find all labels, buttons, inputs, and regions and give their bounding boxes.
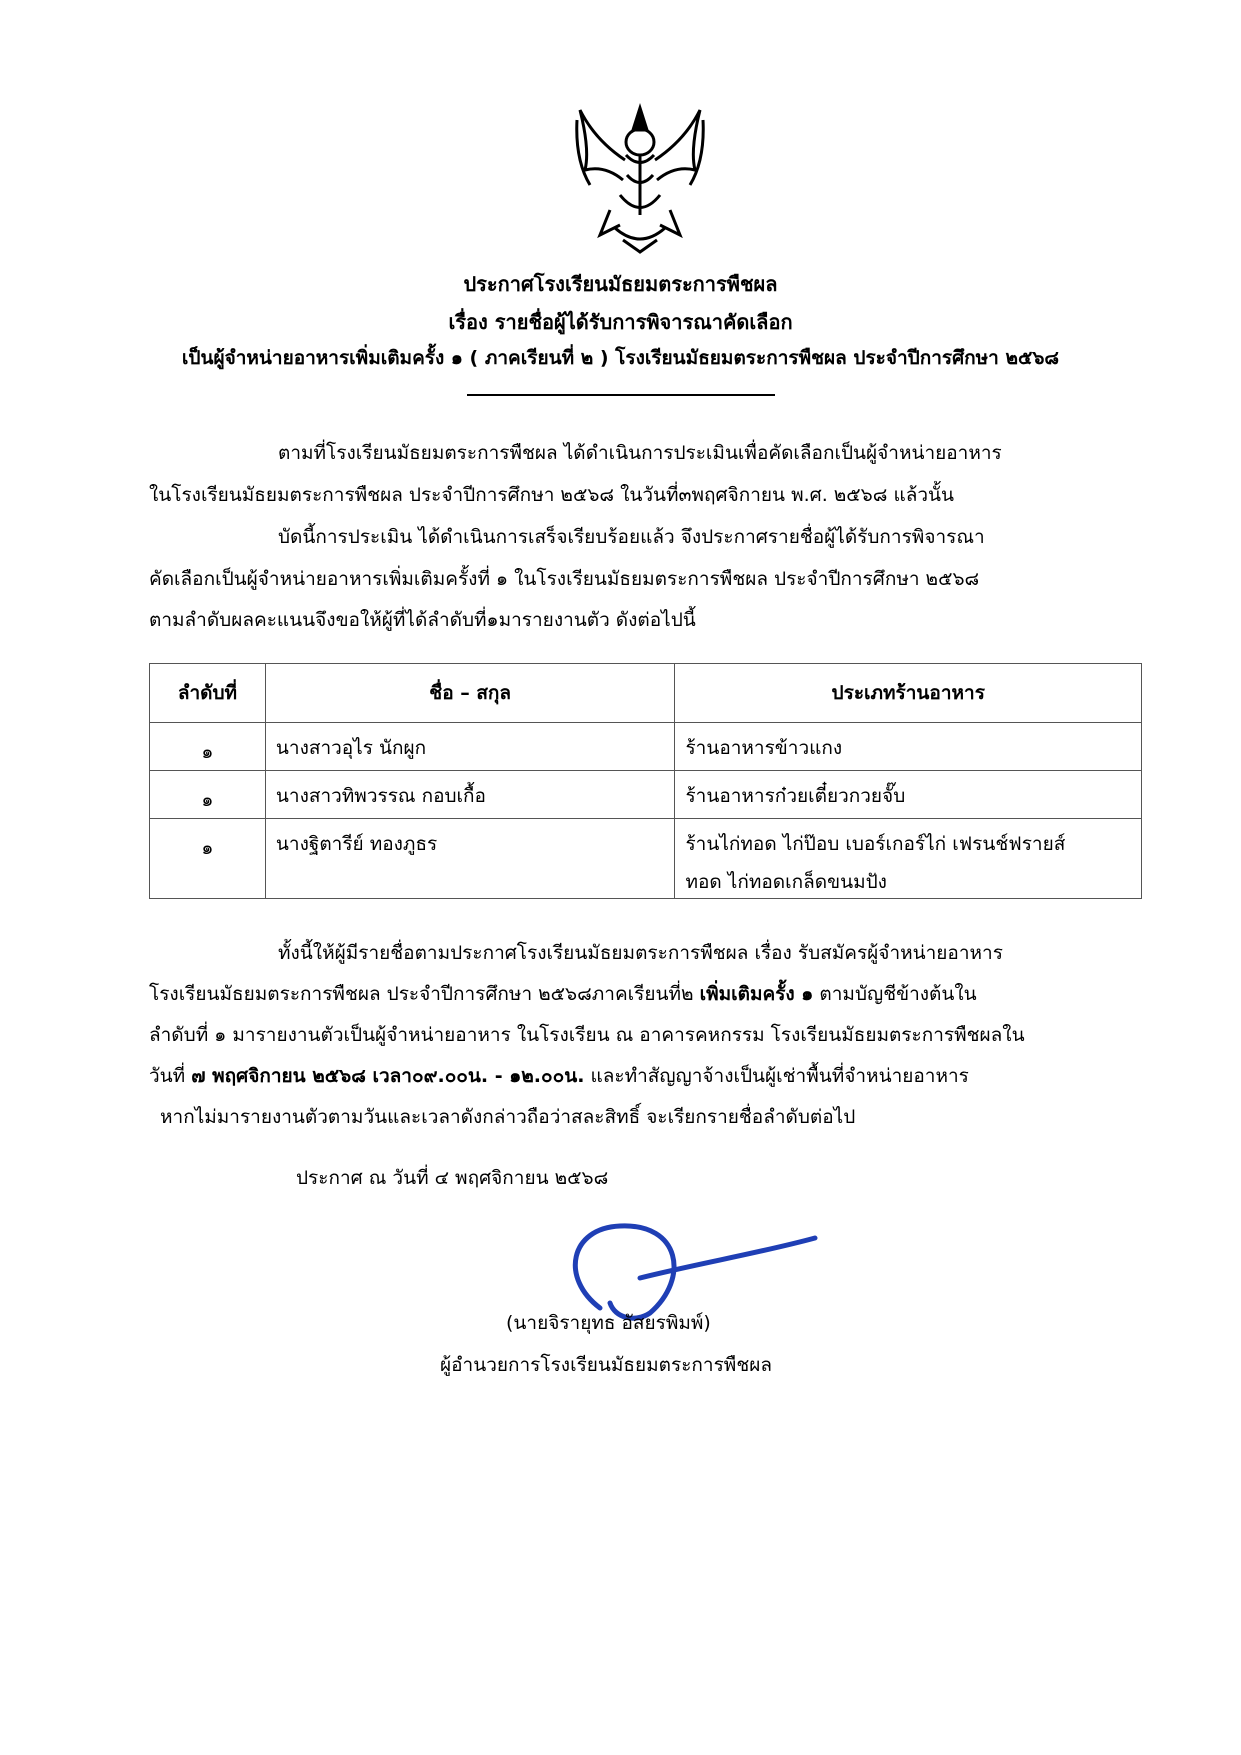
intro-line-5: ตามลำดับผลคะแนนจึงขอให้ผู้ที่ได้ลำดับที่๑มารายงานตัว ดังต่อไปนี้ — [149, 609, 696, 631]
row-shop-type: ร้านอาหารก๋วยเตี๋ยวกวยจั๊บ — [675, 771, 1142, 819]
row-order: ๑ — [150, 723, 266, 771]
vendor-table — [149, 663, 1142, 899]
announce-date: ประกาศ ณ วันที่ ๔ พฤศจิกายน ๒๕๖๘ — [296, 1167, 609, 1189]
body-line-1: ทั้งนี้ให้ผู้มีรายชื่อตามประกาศโรงเรียนมัธยมตระการพืชผล เรื่อง รับสมัครผู้จำหน่ายอาหาร — [278, 942, 1003, 964]
header-order: ลำดับที่ — [150, 664, 266, 723]
title-divider — [467, 394, 775, 396]
row-name: นางฐิตารีย์ ทองภูธร — [265, 819, 675, 899]
report-date-time: ๗ พฤศจิกายน ๒๕๖๘ เวลา๐๙.๐๐น. - ๑๒.๐๐น. — [191, 1065, 585, 1087]
announcement-subject: เรื่อง รายชื่อผู้ได้รับการพิจารณาคัดเลือก — [448, 310, 793, 334]
table-row — [150, 771, 1142, 819]
body-text: ตามบัญชีข้างต้นใน — [813, 983, 977, 1005]
header-name: ชื่อ – สกุล — [265, 664, 675, 723]
body-text: และทำสัญญาจ้างเป็นผู้เช่าพื้นที่จำหน่ายอาหาร — [584, 1065, 969, 1087]
body-bold-text: เพิ่มเติมครั้ง ๑ — [699, 983, 814, 1005]
signer-position: ผู้อำนวยการโรงเรียนมัธยมตระการพืชผล — [440, 1354, 772, 1376]
intro-line-3: บัดนี้การประเมิน ได้ดำเนินการเสร็จเรียบร้อยแล้ว จึงประกาศรายชื่อผู้ได้รับการพิจารณา — [278, 526, 985, 548]
row-order: ๑ — [150, 771, 266, 819]
shop-type-line-1: ร้านไก่ทอด ไก่ป๊อบ เบอร์เกอร์ไก่ เฟรนช์ฟรายส์ — [685, 833, 1066, 855]
body-text: โรงเรียนมัธยมตระการพืชผล ประจำปีการศึกษา ๒๕๖๘ภาคเรียนที่๒ — [149, 983, 700, 1005]
announcement-subtitle: เป็นผู้จำหน่ายอาหารเพิ่มเติมครั้ง ๑ ( ภาคเรียนที่ ๒ ) โรงเรียนมัธยมตระการพืชผล ประจำปีการศึกษา ๒๕๖๘ — [181, 347, 1060, 369]
body-line-3: ลำดับที่ ๑ มารายงานตัวเป็นผู้จำหน่ายอาหาร ในโรงเรียน ณ อาคารคหกรรม โรงเรียนมัธยมตระการพืชผลใน — [149, 1024, 1025, 1046]
intro-line-1: ตามที่โรงเรียนมัธยมตระการพืชผล ได้ดำเนินการประเมินเพื่อคัดเลือกเป็นผู้จำหน่ายอาหาร — [278, 442, 1002, 464]
body-text: วันที่ — [149, 1065, 192, 1087]
row-name: นางสาวอุไร นักผูก — [265, 723, 675, 771]
table-row — [150, 723, 1142, 771]
intro-line-4: คัดเลือกเป็นผู้จำหน่ายอาหารเพิ่มเติมครั้งที่ ๑ ในโรงเรียนมัธยมตระการพืชผล ประจำปีการศึกษา ๒๕๖๘ — [149, 568, 980, 590]
row-order: ๑ — [150, 819, 266, 899]
shop-type-line-2: ทอด ไก่ทอดเกล็ดขนมปัง — [685, 871, 887, 893]
body-line-2 — [149, 979, 977, 1009]
row-shop-type: ร้านอาหารข้าวแกง — [675, 723, 1142, 771]
table-header-row — [150, 664, 1142, 723]
intro-line-2: ในโรงเรียนมัธยมตระการพืชผล ประจำปีการศึกษา ๒๕๖๘ ในวันที่๓พฤศจิกายน พ.ศ. ๒๕๖๘ แล้วนั้น — [149, 484, 954, 506]
body-line-4 — [149, 1061, 969, 1091]
body-line-5: หากไม่มารายงานตัวตามวันและเวลาดังกล่าวถือว่าสละสิทธิ์ จะเรียกรายชื่อลำดับต่อไป — [160, 1106, 856, 1128]
header-shop-type: ประเภทร้านอาหาร — [675, 664, 1142, 723]
garuda-emblem-icon — [565, 100, 715, 255]
row-name: นางสาวทิพวรรณ กอบเกื้อ — [265, 771, 675, 819]
row-shop-type — [675, 819, 1142, 899]
table-row — [150, 819, 1142, 899]
announcement-title: ประกาศโรงเรียนมัธยมตระการพืชผล — [463, 272, 778, 296]
signer-name: (นายจิรายุทธ อัสยรพิมพ์) — [506, 1312, 711, 1334]
